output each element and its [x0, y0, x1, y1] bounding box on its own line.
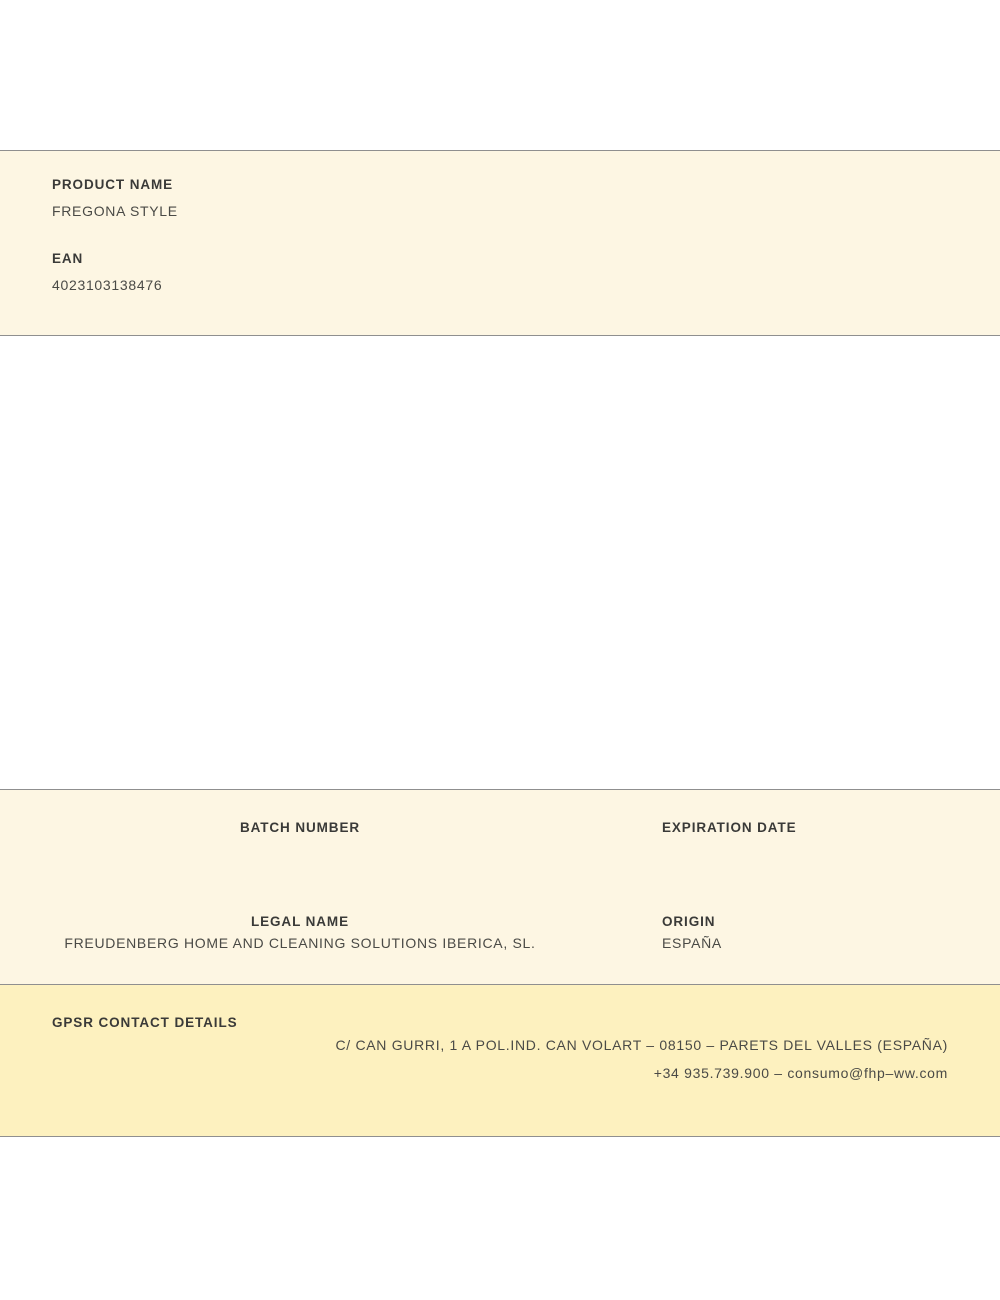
batch-expiration-row	[0, 820, 1000, 858]
legal-name-field	[0, 914, 600, 952]
legal-name-label: LEGAL NAME	[250, 914, 349, 929]
ean-value: 4023103138476	[52, 277, 163, 293]
gpsr-contact-lines	[335, 1037, 948, 1093]
ean-label: EAN	[52, 251, 84, 266]
product-details-section	[0, 789, 1000, 985]
top-spacer	[0, 0, 1000, 150]
expiration-date-value	[662, 841, 1000, 858]
gpsr-phone-email: +34 935.739.900 – consumo@fhp–ww.com	[653, 1065, 948, 1081]
bottom-spacer	[0, 1137, 1000, 1300]
legal-name-value: FREUDENBERG HOME AND CLEANING SOLUTIONS IBERICA, SL.	[64, 935, 536, 951]
product-name-value: FREGONA STYLE	[52, 203, 178, 219]
origin-field	[600, 914, 1000, 952]
product-name-label: PRODUCT NAME	[52, 177, 174, 192]
origin-value: ESPAÑA	[662, 935, 722, 951]
expiration-date-field	[600, 820, 1000, 858]
middle-spacer	[0, 336, 1000, 789]
batch-number-field	[0, 820, 600, 858]
origin-label: ORIGIN	[662, 914, 716, 929]
batch-number-label: BATCH NUMBER	[239, 820, 361, 835]
ean-field	[52, 251, 1000, 293]
gpsr-contact-section	[0, 985, 1000, 1137]
product-identity-section	[0, 150, 1000, 336]
gpsr-contact-label: GPSR CONTACT DETAILS	[52, 1015, 238, 1030]
legal-origin-row	[0, 914, 1000, 952]
gpsr-address: C/ CAN GURRI, 1 A POL.IND. CAN VOLART – 08150 – PARETS DEL VALLES (ESPAÑA)	[335, 1037, 948, 1053]
product-name-field	[52, 177, 1000, 219]
batch-number-value	[0, 841, 600, 858]
expiration-date-label: EXPIRATION DATE	[662, 820, 797, 835]
